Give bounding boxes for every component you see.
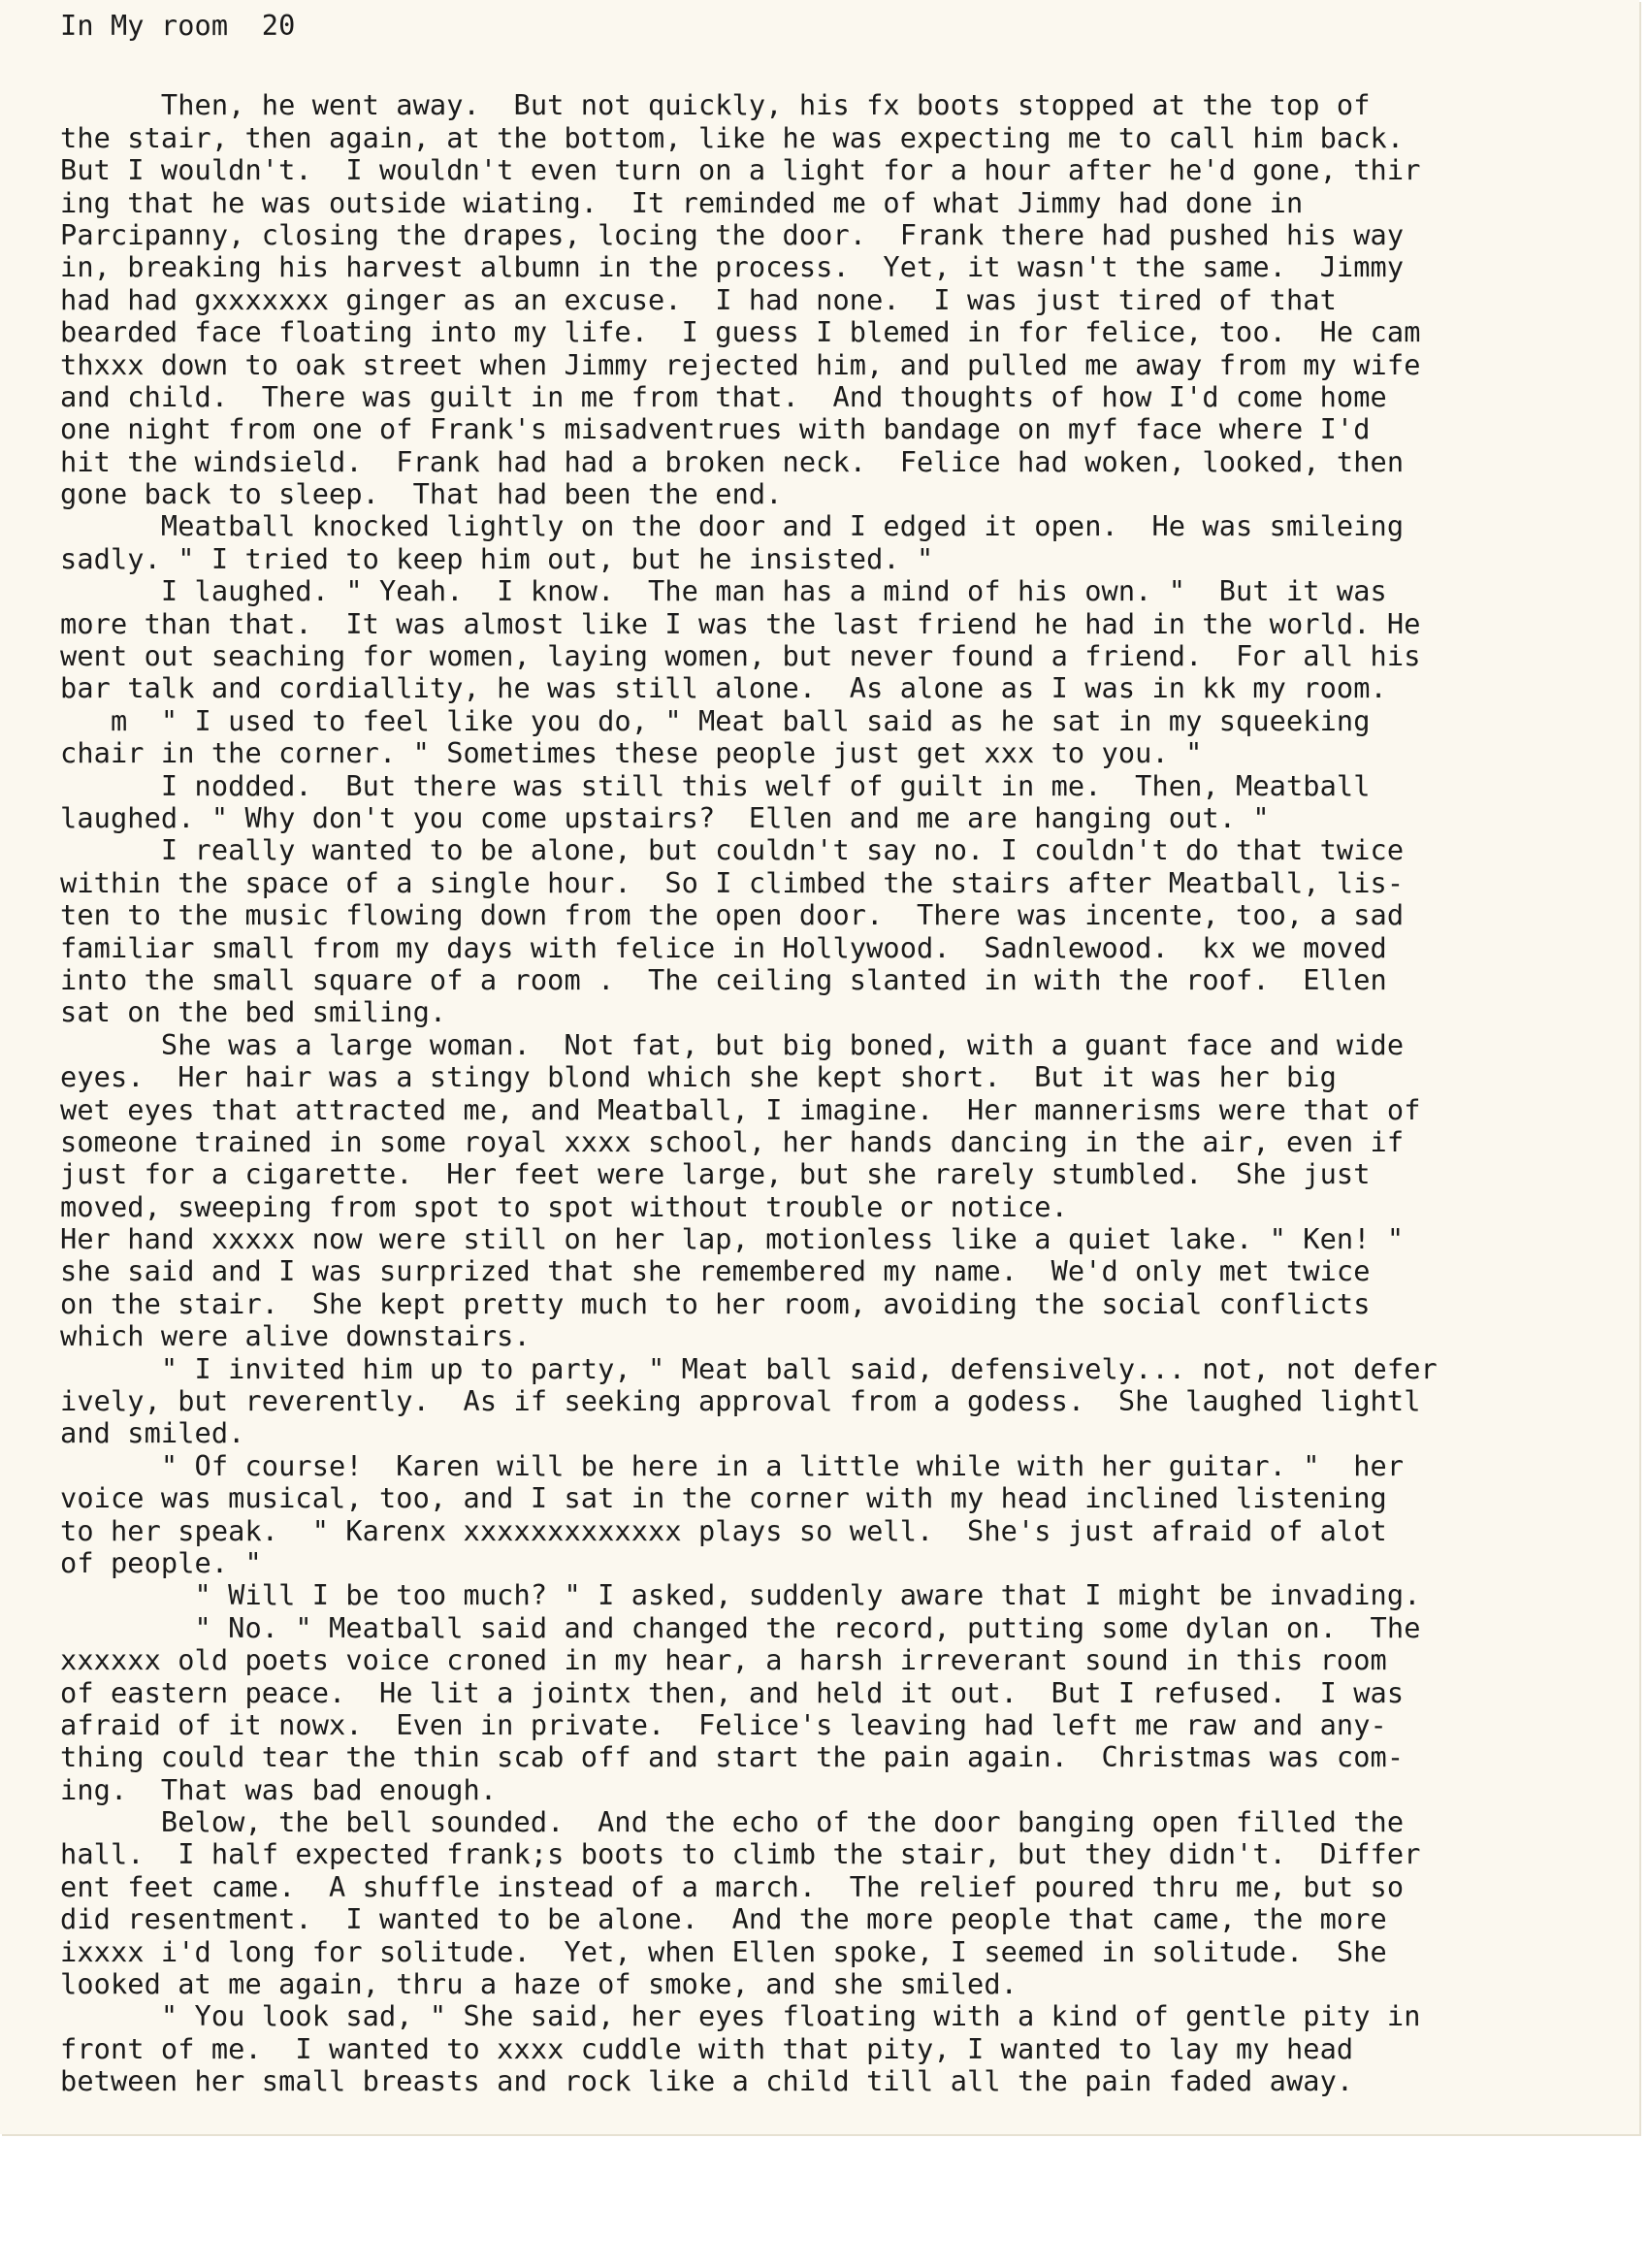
text-line: eyes. Her hair was a stingy blond which she kept short. But it was her big [60,1061,1337,1094]
text-line: Meatball knocked lightly on the door and I edged it open. He was smileing [60,510,1405,543]
text-line: front of me. I wanted to xxxx cuddle with that pity, I wanted to lay my head [60,2032,1354,2065]
text-line: Below, the bell sounded. And the echo of the door banging open filled the [60,1806,1405,1839]
page-text [60,10,1632,2098]
text-line: Parcipanny, closing the drapes, locing the door. Frank there had pushed his way [60,218,1405,251]
text-line: voice was musical, too, and I sat in the corner with my head inclined listening [60,1482,1387,1515]
text-line: ten to the music flowing down from the open door. There was incente, too, a sad [60,899,1405,932]
text-line: gone back to sleep. That had been the end. [60,478,783,511]
text-line: in, breaking his harvest albumn in the process. Yet, it wasn't the same. Jimmy [60,251,1405,284]
text-line: more than that. It was almost like I was the last friend he had in the world. He [60,607,1421,640]
text-line: hit the windsield. Frank had had a broken neck. Felice had woken, looked, then [60,445,1405,478]
text-line: m " I used to feel like you do, " Meat ball said as he sat in my squeeking [60,704,1371,737]
text-line: moved, sweeping from spot to spot without trouble or notice. [60,1190,1068,1223]
text-line: thing could tear the thin scab off and start the pain again. Christmas was com- [60,1741,1405,1774]
text-line: she said and I was surprized that she remembered my name. We'd only met twice [60,1255,1371,1288]
text-line: laughed. " Why don't you come upstairs? Ellen and me are hanging out. " [60,801,1270,834]
text-line: went out seaching for women, laying women, but never found a friend. For all his [60,640,1421,673]
text-line: I laughed. " Yeah. I know. The man has a mind of his own. " But it was [60,575,1387,608]
text-line: just for a cigarette. Her feet were large, but she rarely stumbled. She just [60,1158,1371,1191]
text-line: one night from one of Frank's misadventrues with bandage on myf face where I'd [60,413,1371,446]
text-line: " Will I be too much? " I asked, suddenly aware that I might be invading. [60,1579,1421,1612]
text-line: She was a large woman. Not fat, but big boned, with a guant face and wide [60,1028,1405,1061]
text-line: looked at me again, thru a haze of smoke, and she smiled. [60,1968,1018,2001]
text-line: which were alive downstairs. [60,1320,531,1353]
body-text [60,89,1632,2097]
text-line: into the small square of a room . The ceiling slanted in with the roof. Ellen [60,963,1387,996]
text-line: within the space of a single hour. So I climbed the stairs after Meatball, lis- [60,866,1405,899]
text-line: I nodded. But there was still this welf of guilt in me. Then, Meatball [60,769,1371,802]
text-line: sadly. " I tried to keep him out, but he insisted. " [60,542,934,575]
text-line: " I invited him up to party, " Meat ball said, defensively... not, not defer [60,1352,1438,1385]
text-line: sat on the bed smiling. [60,996,447,1029]
page-header: In My room 20 [60,10,296,42]
text-line: between her small breasts and rock like a child till all the pain faded away. [60,2065,1354,2098]
text-line: wet eyes that attracted me, and Meatball, I imagine. Her mannerisms were that of [60,1093,1421,1126]
text-line: xxxxxx old poets voice croned in my hear, a harsh irreverant sound in this room [60,1644,1387,1677]
text-line: afraid of it nowx. Even in private. Felice's leaving had left me raw and any- [60,1708,1387,1741]
text-line: ively, but reverently. As if seeking approval from a godess. She laughed lightl [60,1385,1421,1418]
text-line: " No. " Meatball said and changed the record, putting some dylan on. The [60,1611,1421,1644]
text-line: on the stair. She kept pretty much to her room, avoiding the social conflicts [60,1287,1371,1320]
text-line: of eastern peace. He lit a jointx then, and held it out. But I refused. I was [60,1676,1405,1709]
text-line: had had gxxxxxxx ginger as an excuse. I had none. I was just tired of that [60,283,1337,316]
text-line: familiar small from my days with felice in Hollywood. Sadnlewood. kx we moved [60,931,1387,964]
text-line: But I wouldn't. I wouldn't even turn on a light for a hour after he'd gone, thir [60,154,1421,187]
text-line: Her hand xxxxx now were still on her lap, motionless like a quiet lake. " Ken! " [60,1223,1405,1256]
text-line: " You look sad, " She said, her eyes floating with a kind of gentle pity in [60,2000,1421,2033]
text-line: of people. " [60,1546,262,1579]
text-line: " Of course! Karen will be here in a little while with her guitar. " her [60,1449,1405,1482]
text-line: thxxx down to oak street when Jimmy rejected him, and pulled me away from my wife [60,348,1421,381]
text-line: to her speak. " Karenx xxxxxxxxxxxxx plays so well. She's just afraid of alot [60,1514,1387,1547]
text-line: did resentment. I wanted to be alone. And the more people that came, the more [60,1903,1387,1936]
text-line: ent feet came. A shuffle instead of a march. The relief poured thru me, but so [60,1870,1405,1903]
text-line: the stair, then again, at the bottom, like he was expecting me to call him back. [60,121,1405,154]
text-line: chair in the corner. " Sometimes these people just get xxx to you. " [60,737,1203,770]
text-line: ing that he was outside wiating. It reminded me of what Jimmy had done in [60,186,1304,219]
text-line: and smiled. [60,1417,245,1450]
text-line: someone trained in some royal xxxx school, her hands dancing in the air, even if [60,1125,1405,1158]
text-line: and child. There was guilt in me from that. And thoughts of how I'd come home [60,380,1387,413]
text-line: I really wanted to be alone, but couldn't say no. I couldn't do that twice [60,834,1405,867]
text-line: hall. I half expected frank;s boots to climb the stair, but they didn't. Differ [60,1838,1421,1871]
text-line: ixxxx i'd long for solitude. Yet, when Ellen spoke, I seemed in solitude. She [60,1935,1387,1968]
text-line: ing. That was bad enough. [60,1773,498,1806]
text-line: Then, he went away. But not quickly, his fx boots stopped at the top of [60,89,1371,122]
text-line: bar talk and cordiallity, he was still alone. As alone as I was in kk my room. [60,672,1387,705]
text-line: bearded face floating into my life. I guess I blemed in for felice, too. He cam [60,316,1421,349]
